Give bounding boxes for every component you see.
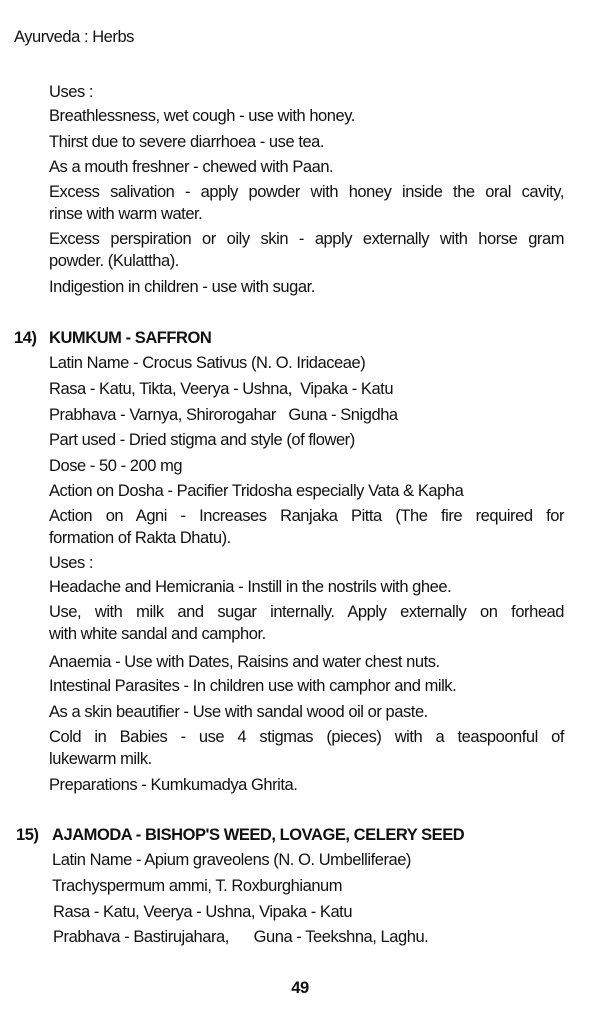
page-number: 49 bbox=[291, 979, 309, 997]
line: rinse with warm water. bbox=[49, 205, 203, 223]
part-used: Part used - Dried stigma and style (of flower) bbox=[49, 431, 355, 449]
running-header: Ayurveda : Herbs bbox=[14, 28, 134, 46]
line: powder. (Kulattha). bbox=[49, 252, 179, 270]
line: formation of Rakta Dhatu). bbox=[49, 529, 231, 547]
entry-title: AJAMODA - BISHOP'S WEED, LOVAGE, CELERY SEED bbox=[52, 826, 465, 844]
use-item-cold bbox=[49, 726, 564, 770]
line: Excess perspiration or oily skin - apply externally with horse gram bbox=[49, 230, 564, 248]
line: Action on Agni - Increases Ranjaka Pitta (The fire required for bbox=[49, 507, 564, 525]
use-item: As a skin beautifier - Use with sandal wood oil or paste. bbox=[49, 703, 428, 721]
use-item: As a mouth freshner - chewed with Paan. bbox=[49, 158, 334, 176]
entry-number: 15) bbox=[16, 826, 39, 844]
preparations: Preparations - Kumkumadya Ghrita. bbox=[49, 776, 298, 794]
use-item: Breathlessness, wet cough - use with honey. bbox=[49, 107, 355, 125]
dose: Dose - 50 - 200 mg bbox=[49, 457, 183, 475]
line: with white sandal and camphor. bbox=[49, 625, 266, 643]
entry-number: 14) bbox=[14, 329, 37, 347]
line: Excess salivation - apply powder with honey inside the oral cavity, bbox=[49, 183, 564, 201]
use-item: Anaemia - Use with Dates, Raisins and water chest nuts. bbox=[49, 653, 440, 671]
use-item-milk bbox=[49, 601, 564, 645]
use-item-perspiration bbox=[49, 228, 564, 272]
entry-title: KUMKUM - SAFFRON bbox=[49, 329, 212, 347]
line: Use, with milk and sugar internally. Apply externally on forhead bbox=[49, 603, 564, 621]
use-item-salivation bbox=[49, 181, 564, 225]
action-on-dosha: Action on Dosha - Pacifier Tridosha especially Vata & Kapha bbox=[49, 482, 464, 500]
latin-name: Latin Name - Apium graveolens (N. O. Umbelliferae) bbox=[52, 851, 411, 869]
action-on-agni bbox=[49, 505, 564, 549]
rasa: Rasa - Katu, Veerya - Ushna, Vipaka - Katu bbox=[53, 903, 353, 921]
latin-name: Latin Name - Crocus Sativus (N. O. Iridaceae) bbox=[49, 354, 366, 372]
use-item: Indigestion in children - use with sugar. bbox=[49, 278, 315, 296]
line: Cold in Babies - use 4 stigmas (pieces) with a teaspoonful of bbox=[49, 728, 564, 746]
prabhava: Prabhava - Varnya, Shirorogahar Guna - Snigdha bbox=[49, 406, 398, 424]
synonyms: Trachyspermum ammi, T. Roxburghianum bbox=[52, 877, 343, 895]
line: lukewarm milk. bbox=[49, 750, 152, 768]
use-item: Intestinal Parasites - In children use with camphor and milk. bbox=[49, 677, 457, 695]
uses-label: Uses : bbox=[49, 554, 94, 572]
prabhava: Prabhava - Bastirujahara, Guna - Teekshna, Laghu. bbox=[53, 928, 429, 946]
use-item: Headache and Hemicrania - Instill in the nostrils with ghee. bbox=[49, 578, 452, 596]
uses-label: Uses : bbox=[49, 83, 94, 101]
use-item: Thirst due to severe diarrhoea - use tea. bbox=[49, 133, 325, 151]
rasa: Rasa - Katu, Tikta, Veerya - Ushna, Vipaka - Katu bbox=[49, 380, 394, 398]
